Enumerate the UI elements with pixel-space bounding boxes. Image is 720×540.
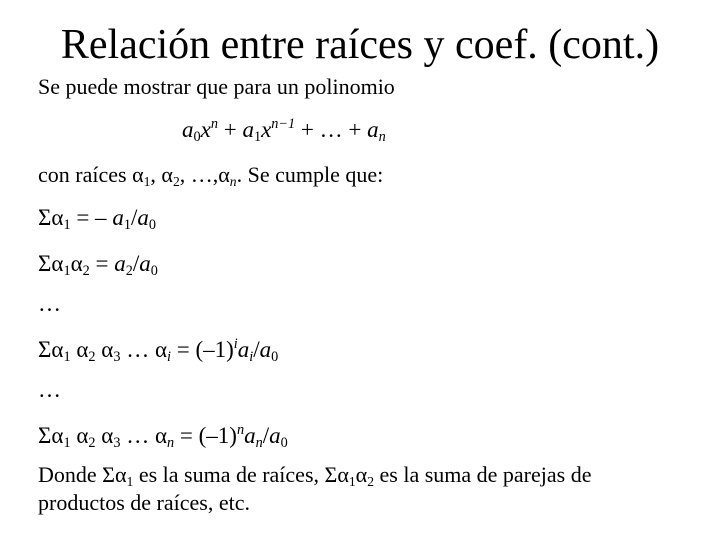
slide-title: Relación entre raíces y coef. (cont.) — [60, 22, 660, 68]
p1: Donde — [38, 462, 103, 487]
equation-sum-n — [38, 422, 288, 451]
p2: es la suma de raíces, — [133, 462, 325, 487]
equation-sum-i — [38, 336, 279, 365]
sub: 2 — [88, 434, 96, 451]
a: a — [269, 423, 281, 448]
alpha: α — [51, 423, 64, 448]
sigma-symbol: Σ — [38, 205, 52, 230]
dots: … — [120, 337, 155, 362]
sigma-symbol: Σ — [38, 423, 52, 448]
roots-suffix: . Se cumple que: — [236, 162, 384, 187]
alpha: α — [154, 423, 168, 448]
sub-1: 1 — [253, 128, 262, 145]
sub: i — [249, 348, 254, 365]
ellipsis: …, — [190, 162, 219, 187]
slash: / — [253, 337, 260, 362]
roots-line — [38, 162, 384, 189]
a: a — [114, 251, 126, 276]
sep: , — [150, 162, 162, 187]
sub: 2 — [88, 348, 96, 365]
dots: … — [120, 423, 155, 448]
alpha: α — [101, 423, 114, 448]
polynomial-formula — [182, 116, 386, 145]
a: a — [139, 251, 151, 276]
sub: 1 — [63, 216, 71, 233]
alpha: α — [101, 337, 114, 362]
a: a — [137, 205, 149, 230]
sigma-symbol: Σ — [102, 462, 115, 487]
sub: 0 — [271, 348, 279, 365]
alpha: α — [154, 337, 168, 362]
equation-sum-roots — [38, 205, 156, 233]
plus-sign: + — [217, 117, 243, 142]
sub-0: 0 — [193, 128, 201, 145]
alpha: α — [114, 462, 127, 487]
alpha: α — [76, 423, 89, 448]
ellipsis-line-2: … — [38, 377, 61, 402]
exp-n: n — [210, 116, 218, 133]
alpha: α — [70, 251, 83, 276]
eq: = — [89, 251, 115, 276]
sub-n: n — [378, 128, 386, 145]
coef-an: a — [367, 117, 379, 142]
alpha: α — [76, 337, 89, 362]
sub: 1 — [123, 216, 131, 233]
sigma-symbol: Σ — [324, 462, 338, 487]
a: a — [237, 337, 250, 362]
sup: n — [236, 422, 245, 439]
sub: 1 — [63, 434, 71, 451]
sigma-symbol: Σ — [38, 337, 52, 362]
sub: 2 — [172, 173, 180, 189]
eq: = – — [70, 205, 113, 230]
sup: i — [233, 336, 238, 353]
var-x-2: x — [261, 117, 272, 142]
conclusion-line-1 — [38, 462, 592, 489]
exp-n-minus-1: n−1 — [271, 116, 296, 133]
equation-sum-pairs — [38, 251, 158, 279]
alpha-1: α — [132, 162, 144, 187]
slash: / — [132, 251, 140, 276]
sub: 0 — [150, 262, 158, 279]
coef-a0: a — [182, 117, 194, 142]
eq: = (–1) — [174, 423, 237, 448]
sub: 2 — [82, 262, 90, 279]
sub: i — [167, 348, 171, 365]
intro-text: Se puede mostrar que para un polinomio — [38, 74, 395, 99]
roots-prefix: con raíces — [38, 162, 133, 187]
a: a — [259, 337, 272, 362]
var-x: x — [200, 117, 211, 142]
plus-dots: + … + — [295, 117, 368, 142]
sub: 1 — [63, 348, 71, 365]
sub: 1 — [348, 473, 356, 489]
eq: = (–1) — [170, 337, 234, 362]
sub: 1 — [126, 473, 134, 489]
sigma-symbol: Σ — [38, 251, 52, 276]
alpha: α — [51, 251, 64, 276]
slash: / — [262, 423, 270, 448]
alpha-n: α — [218, 162, 230, 187]
sub: 2 — [125, 262, 133, 279]
slash: / — [130, 205, 138, 230]
ellipsis-line-1: … — [38, 291, 61, 316]
p3: es la suma de parejas de — [374, 462, 592, 487]
sub: 1 — [63, 262, 71, 279]
a: a — [244, 423, 256, 448]
alpha: α — [337, 462, 349, 487]
alpha: α — [51, 337, 64, 362]
coef-a1: a — [242, 117, 254, 142]
sub: n — [229, 173, 237, 189]
alpha: α — [355, 462, 368, 487]
sep: , — [179, 162, 191, 187]
alpha: α — [51, 205, 64, 230]
sub: 3 — [113, 434, 121, 451]
sub: n — [255, 434, 263, 451]
sub: 3 — [113, 348, 121, 365]
sub: 1 — [143, 173, 151, 189]
a: a — [112, 205, 124, 230]
sub: 2 — [367, 473, 375, 489]
alpha-2: α — [161, 162, 173, 187]
conclusion-line-2: productos de raíces, etc. — [38, 490, 250, 515]
sub: 0 — [280, 434, 288, 451]
sub: n — [167, 434, 175, 451]
sub: 0 — [148, 216, 156, 233]
